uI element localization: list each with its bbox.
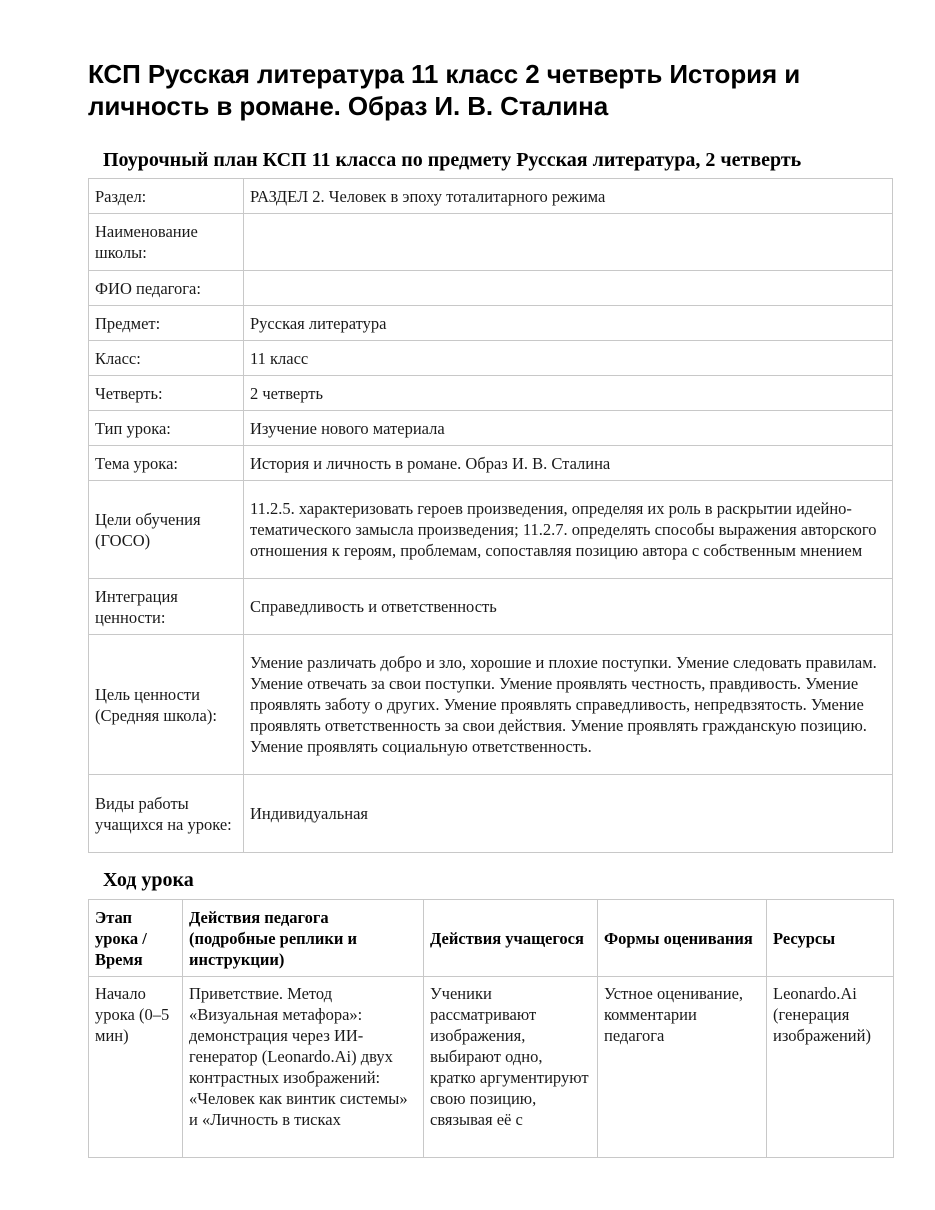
row-value: 2 четверть (244, 376, 893, 411)
row-value: Русская литература (244, 306, 893, 341)
lesson-progress-heading: Ход урока (103, 869, 194, 891)
table-header-row (89, 900, 894, 977)
student-actions-text: Ученики рассматривают изображения, выбирают одно, кратко аргументируют свою позицию, связывая её с (430, 984, 589, 1129)
row-value: 11 класс (244, 341, 893, 376)
column-header-resources: Ресурсы (767, 900, 894, 977)
row-label: Предмет: (89, 306, 244, 341)
table-row (89, 481, 893, 579)
row-value (244, 271, 893, 306)
row-label: Цель ценности (Средняя школа): (89, 635, 244, 775)
lesson-progress-table (88, 899, 894, 1158)
resources-cell (767, 977, 894, 1158)
column-header-student-actions: Действия учащегося (424, 900, 598, 977)
table-row (89, 271, 893, 306)
table-row (89, 376, 893, 411)
row-label: Наименование школы: (89, 214, 244, 271)
teacher-actions-cell (183, 977, 424, 1158)
lesson-plan-info-table (88, 178, 893, 853)
student-actions-cell (424, 977, 598, 1158)
assessment-cell (598, 977, 767, 1158)
table-row (89, 446, 893, 481)
column-header-stage: Этап урока / Время (89, 900, 183, 977)
row-label: Виды работы учащихся на уроке: (89, 775, 244, 853)
table-row (89, 411, 893, 446)
row-value: История и личность в романе. Образ И. В. Сталина (244, 446, 893, 481)
column-header-teacher-actions: Действия педагога (подробные реплики и инструкции) (183, 900, 424, 977)
row-label: Класс: (89, 341, 244, 376)
table-row (89, 775, 893, 853)
assessment-text: Устное оценивание, комментарии педагога (604, 984, 744, 1045)
row-label: Тип урока: (89, 411, 244, 446)
row-label: Раздел: (89, 179, 244, 214)
row-value: Умение различать добро и зло, хорошие и плохие поступки. Умение следовать правилам. Умение отвечать за свои поступки. Умение проявлять честность, правдивость. Умение проявлять заботу о других. Умение проявлять справедливость, непредвзятость. Умение проявлять ответственность за свои действия. Умение проявлять гражданскую позицию. Умение проявлять социальную ответственность. (244, 635, 893, 775)
table-row (89, 341, 893, 376)
row-value: Изучение нового материала (244, 411, 893, 446)
table-row (89, 179, 893, 214)
row-value: Справедливость и ответственность (244, 579, 893, 635)
table-row (89, 635, 893, 775)
table-row (89, 579, 893, 635)
document-title: КСП Русская литература 11 класс 2 четверть История и личность в романе. Образ И. В. Сталина (88, 59, 801, 121)
row-label: Четверть: (89, 376, 244, 411)
row-value: 11.2.5. характеризовать героев произведения, определяя их роль в раскрытии идейно-тематического замысла произведения; 11.2.7. определять способы выражения авторского отношения к героям, проблемам, сопоставляя позицию автора с собственным мнением (244, 481, 893, 579)
table-row (89, 306, 893, 341)
row-value (244, 214, 893, 271)
table-row (89, 214, 893, 271)
document-page (88, 0, 893, 1158)
plan-heading: Поурочный план КСП 11 класса по предмету Русская литература, 2 четверть (103, 149, 802, 171)
teacher-actions-text: Приветствие. Метод «Визуальная метафора»: демонстрация через ИИ-генератор (Leonardo.Ai) двух контрастных изображений: «Человек как винтик системы» и «Личность в тисках (189, 984, 408, 1129)
stage-cell (89, 977, 183, 1158)
table-row (89, 977, 894, 1158)
stage-text: Начало урока (0–5 мин) (95, 984, 170, 1045)
row-value: Индивидуальная (244, 775, 893, 853)
column-header-assessment: Формы оценивания (598, 900, 767, 977)
row-label: Интеграция ценности: (89, 579, 244, 635)
row-label: Цели обучения (ГОСО) (89, 481, 244, 579)
row-value: РАЗДЕЛ 2. Человек в эпоху тоталитарного режима (244, 179, 893, 214)
resources-text: Leonardo.Ai (генерация изображений) (773, 984, 871, 1045)
row-label: Тема урока: (89, 446, 244, 481)
row-label: ФИО педагога: (89, 271, 244, 306)
